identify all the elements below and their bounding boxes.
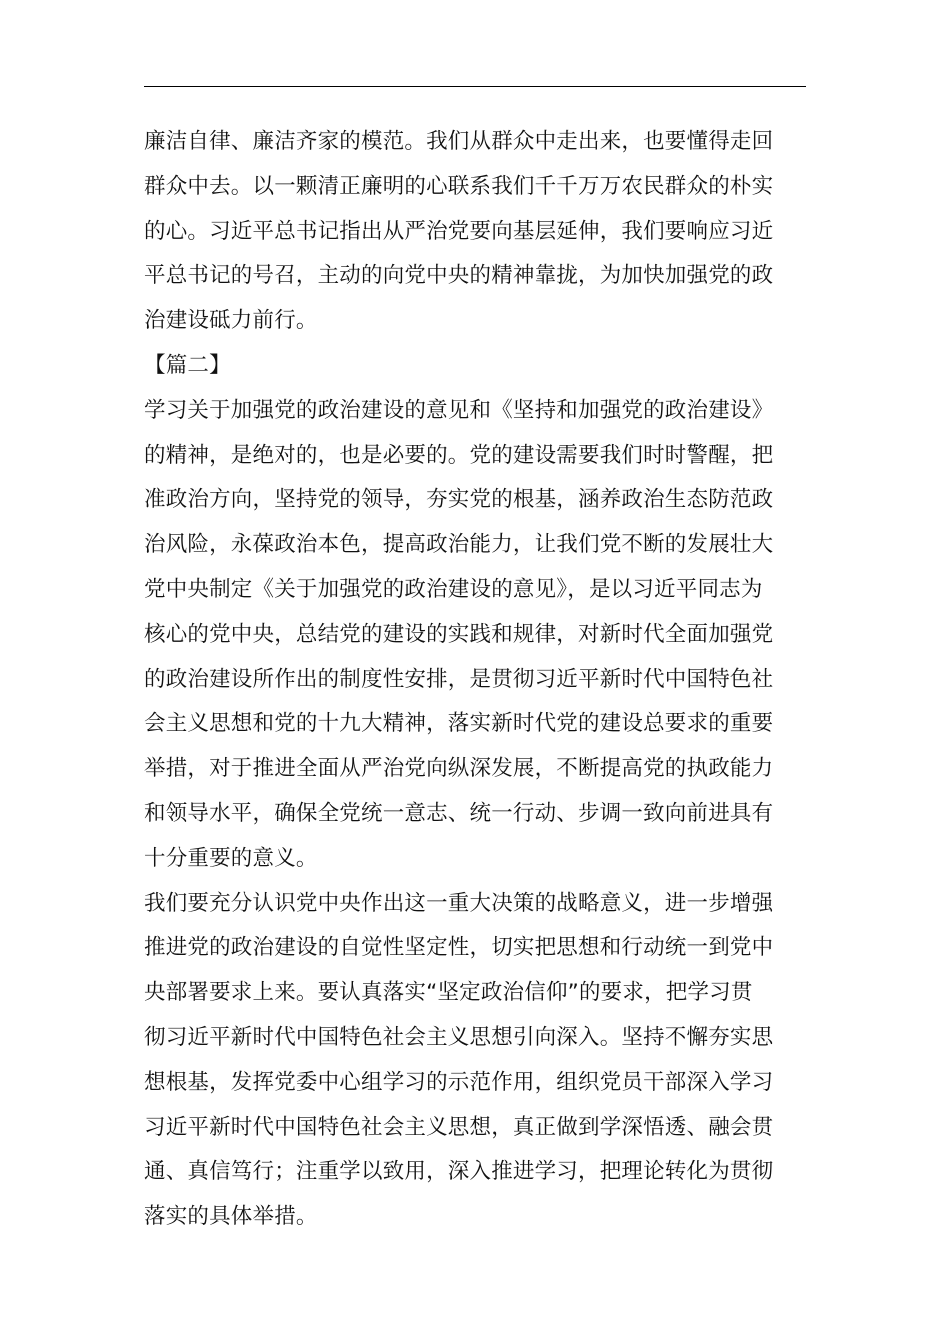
text-line: 的心。习近平总书记指出从严治党要向基层延伸，我们要响应习近 [144, 218, 774, 244]
text-line: 的政治建设所作出的制度性安排，是贯彻习近平新时代中国特色社 [144, 666, 774, 692]
document-body [144, 120, 808, 1240]
text-line: 核心的党中央，总结党的建设的实践和规律，对新时代全面加强党 [144, 621, 774, 647]
text-line: 党中央制定《关于加强党的政治建设的意见》，是以习近平同志为 [144, 576, 763, 602]
text-line: 十分重要的意义。 [144, 845, 318, 871]
text-line: 的精神，是绝对的，也是必要的。党的建设需要我们时时警醒，把 [144, 442, 774, 468]
text-line: 通、真信笃行；注重学以致用，深入推进学习，把理论转化为贯彻 [144, 1159, 774, 1185]
text-line: 群众中去。以一颗清正廉明的心联系我们千千万万农民群众的朴实 [144, 173, 774, 199]
text-line: 准政治方向，坚持党的领导，夯实党的根基，涵养政治生态防范政 [144, 487, 774, 513]
text-line: 廉洁自律、廉洁齐家的模范。我们从群众中走出来，也要懂得走回 [144, 129, 774, 154]
text-line: 落实的具体举措。 [144, 1204, 318, 1230]
header-rule [144, 86, 806, 87]
text-line: 平总书记的号召，主动的向党中央的精神靠拢，为加快加强党的政 [144, 263, 774, 289]
text-line: 会主义思想和党的十九大精神，落实新时代党的建设总要求的重要 [144, 711, 774, 737]
text-line: 和领导水平，确保全党统一意志、统一行动、步调一致向前进具有 [144, 800, 774, 826]
text-line: 举措，对于推进全面从严治党向纵深发展，不断提高党的执政能力 [144, 756, 774, 782]
text-line: 想根基，发挥党委中心组学习的示范作用，组织党员干部深入学习 [144, 1069, 774, 1095]
text-line: 治风险，永葆政治本色，提高政治能力，让我们党不断的发展壮大 [144, 532, 774, 558]
text-line: 推进党的政治建设的自觉性坚定性，切实把思想和行动统一到党中 [144, 935, 774, 961]
section-heading: 【篇二】 [144, 352, 231, 378]
text-line: 学习关于加强党的政治建设的意见和《坚持和加强党的政治建设》 [144, 397, 774, 423]
text-line: 习近平新时代中国特色社会主义思想，真正做到学深悟透、融会贯 [144, 1114, 774, 1140]
text-line: 彻习近平新时代中国特色社会主义思想引向深入。坚持不懈夯实思 [144, 1024, 774, 1050]
text-line: 央部署要求上来。要认真落实“坚定政治信仰”的要求，把学习贯 [144, 980, 753, 1006]
text-line: 治建设砥力前行。 [144, 308, 318, 334]
text-line: 我们要充分认识党中央作出这一重大决策的战略意义，进一步增强 [144, 890, 774, 916]
